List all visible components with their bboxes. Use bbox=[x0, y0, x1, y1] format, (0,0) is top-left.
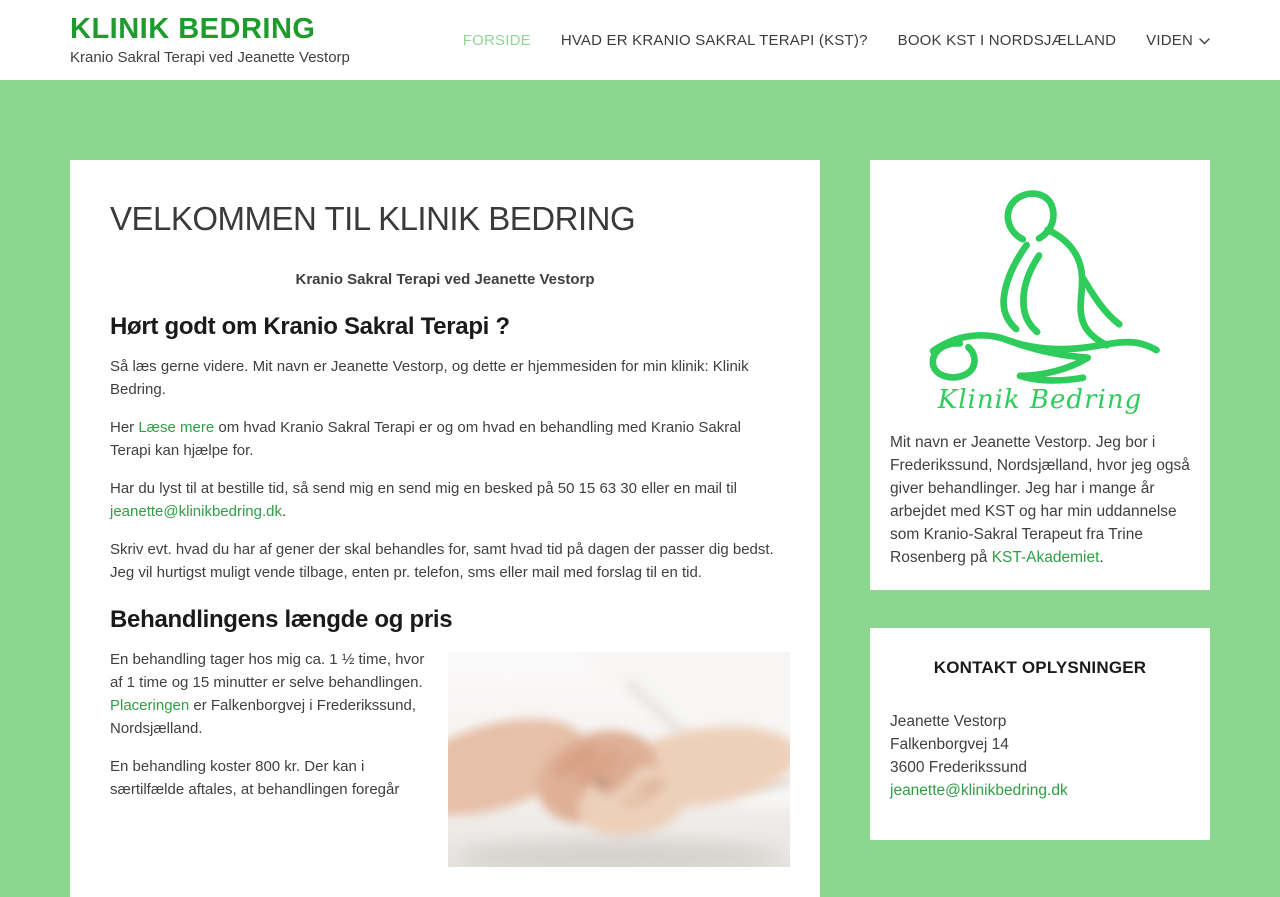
main-nav bbox=[463, 32, 1210, 49]
chevron-down-icon bbox=[1199, 38, 1210, 45]
hands-photo-illustration bbox=[448, 652, 790, 867]
contact-street: Falkenborgvej 14 bbox=[890, 736, 1009, 753]
kst-akademiet-link[interactable]: KST-Akademiet bbox=[991, 549, 1100, 566]
section-heading-intro: Hørt godt om Kranio Sakral Terapi ? bbox=[110, 313, 510, 340]
booking-suffix: . bbox=[282, 503, 287, 520]
nav-item-book-kst[interactable]: BOOK KST I NORDSJÆLLAND bbox=[897, 31, 1117, 49]
about-card bbox=[870, 160, 1210, 590]
intro-paragraph: Så læs gerne videre. Mit navn er Jeanette Vestorp, og dette er hjemmesiden for min klinik: Klinik Bedring. bbox=[110, 358, 749, 398]
page-title: VELKOMMEN TIL KLINIK BEDRING bbox=[110, 200, 636, 237]
price-section bbox=[110, 648, 780, 867]
page-content bbox=[70, 160, 1210, 897]
price-text-column bbox=[110, 648, 428, 867]
contact-card bbox=[870, 628, 1210, 840]
site-title-link[interactable]: KLINIK BEDRING bbox=[70, 12, 316, 45]
nav-item-hvad-er-kst[interactable]: HVAD ER KRANIO SAKRAL TERAPI (KST)? bbox=[560, 31, 868, 49]
contact-city: 3600 Frederikssund bbox=[890, 759, 1027, 776]
details-paragraph: Skriv evt. hvad du har af gener der skal behandles for, samt hvad tid på dagen der passer dig bedst. Jeg vil hurtigst muligt vende tilbage, enten pr. telefon, sms eller mail med forslag til en tid. bbox=[110, 541, 774, 581]
clinic-logo-script: Klinik Bedring bbox=[937, 385, 1143, 415]
booking-prefix: Har du lyst til at bestille tid, så send mig en send mig en besked på 50 15 63 30 eller en mail til bbox=[110, 480, 738, 497]
laese-mere-suffix: om hvad Kranio Sakral Terapi er og om hvad en behandling med Kranio Sakral Terapi kan hjælpe for. bbox=[110, 419, 741, 459]
therapy-hands-photo bbox=[448, 652, 790, 867]
location-suffix: er Falkenborgvej i Frederikssund, Nordsjælland. bbox=[110, 697, 416, 737]
laese-mere-paragraph bbox=[110, 416, 780, 462]
laese-mere-link[interactable]: Læse mere bbox=[138, 419, 215, 436]
nav-item-viden-label: VIDEN bbox=[1146, 31, 1193, 49]
price-paragraph: En behandling koster 800 kr. Der kan i særtilfælde aftales, at behandlingen foregår bbox=[110, 758, 400, 798]
article-subtitle: Kranio Sakral Terapi ved Jeanette Vestorp bbox=[295, 271, 595, 288]
contact-heading: KONTAKT OPLYSNINGER bbox=[933, 658, 1147, 677]
site-header bbox=[0, 0, 1280, 80]
contact-email-link[interactable]: jeanette@klinikbedring.dk bbox=[890, 782, 1068, 799]
about-text-suffix: . bbox=[1099, 549, 1104, 566]
clinic-logo bbox=[890, 182, 1190, 415]
branding-block bbox=[70, 14, 350, 67]
laese-mere-prefix: Her bbox=[110, 419, 139, 436]
contact-name: Jeanette Vestorp bbox=[890, 713, 1007, 730]
section-heading-price: Behandlingens længde og pris bbox=[110, 606, 453, 633]
nav-item-viden[interactable] bbox=[1146, 32, 1210, 49]
about-text-body: Mit navn er Jeanette Vestorp. Jeg bor i Frederikssund, Nordsjælland, hvor jeg også giver behandlinger. Jeg har i mange år arbejdet med KST og har min uddannelse som Kranio-Sakral Terapeut fra Trine Rosenberg på bbox=[890, 434, 1190, 566]
duration-paragraph bbox=[110, 648, 428, 740]
email-link-main[interactable]: jeanette@klinikbedring.dk bbox=[110, 503, 282, 520]
booking-paragraph bbox=[110, 477, 780, 523]
about-text bbox=[890, 431, 1190, 569]
site-tagline: Kranio Sakral Terapi ved Jeanette Vestorp bbox=[70, 49, 350, 67]
sidebar bbox=[870, 160, 1210, 840]
placeringen-link[interactable]: Placeringen bbox=[110, 697, 190, 714]
massage-line-art-icon bbox=[915, 182, 1165, 394]
duration-text: En behandling tager hos mig ca. 1 ½ time, hvor af 1 time og 15 minutter er selve behandlingen. bbox=[110, 651, 425, 691]
nav-item-forside[interactable]: FORSIDE bbox=[462, 31, 531, 49]
main-article-card bbox=[70, 160, 820, 897]
